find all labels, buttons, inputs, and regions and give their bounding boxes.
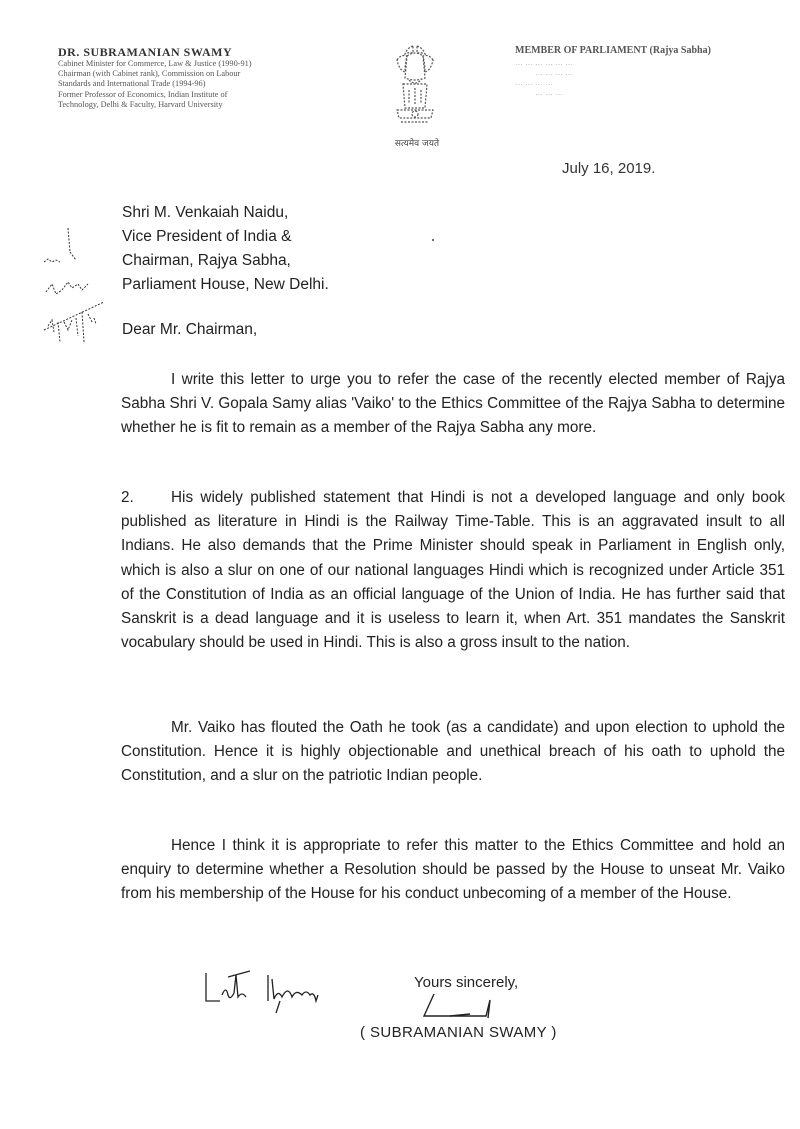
closing: Yours sincerely,	[414, 974, 519, 991]
paragraph-number: 2.	[121, 489, 134, 506]
paragraph-2-text: His widely published statement that Hindi is not a developed language and only book published as literature in Hindi is the Railway Time-Table. This is an aggravated insult to all Indians. He also demands that the Prime Minister should speak in Parliament in English only, which is also a slur on one of our national languages Hindi which is recognized under Article 351 of the Constitution of India as an official language of the Union of India. He has further said that Sanskrit is a dead language and it is useless to learn it, when Art. 351 mandates the Sanskrit vocabulary should be used in Hindi. This is also a gross insult to the nation.	[121, 489, 785, 652]
signatory-name: ( SUBRAMANIAN SWAMY )	[360, 1024, 557, 1041]
letterhead-right-faded-line: ⋯ ⋯ ⋯	[535, 90, 563, 99]
letterhead-line: Technology, Delhi & Faculty, Harvard University	[58, 99, 223, 109]
letterhead-left	[58, 45, 358, 110]
national-emblem-icon	[383, 40, 447, 150]
addressee-line: Parliament House, New Delhi.	[122, 276, 329, 293]
letterhead-right-faded-line: ⋯ ⋯ ⋯ ⋯	[515, 80, 553, 89]
emblem-caption: सत्यमेव जयते	[394, 139, 440, 149]
paragraph-4: Hence I think it is appropriate to refer this matter to the Ethics Committee and hold an enquiry to determine whether a Resolution should be passed by the House to unseat Mr. Vaiko from his membership of the House for his conduct unbecoming of a member of the House.	[121, 837, 785, 903]
letterhead-right-faded-line: ⋯ ⋯ ⋯ ⋯ ⋯ ⋯	[515, 60, 573, 69]
letterhead-line: Cabinet Minister for Commerce, Law & Justice (1990-91)	[58, 59, 252, 68]
paragraph-3: Mr. Vaiko has flouted the Oath he took (as a candidate) and upon election to uphold the Constitution. Hence it is highly objectionable and unethical breach of his oath to uphold the Constitution, and a slur on the patriotic Indian people.	[121, 719, 785, 785]
salutation: Dear Mr. Chairman,	[122, 321, 258, 338]
signature-icon	[420, 988, 500, 1022]
handwritten-note-icon	[200, 965, 350, 1015]
paragraph-1: I write this letter to urge you to refer the case of the recently elected member of Rajya Sabha Shri V. Gopala Samy alias 'Vaiko' to the Ethics Committee of the Rajya Sabha to determine whether he is fit to remain as a member of the Rajya Sabha any more.	[121, 371, 785, 437]
letterhead-right	[515, 45, 800, 100]
paragraph-2	[121, 486, 785, 655]
handwritten-margin-notes-icon	[40, 222, 120, 352]
letter-date: July 16, 2019.	[562, 160, 656, 177]
letterhead-line: Chairman (with Cabinet rank), Commission on Labour	[58, 69, 241, 79]
letterhead-right-title: MEMBER OF PARLIAMENT (Rajya Sabha)	[515, 45, 711, 56]
letterhead-line: Standards and International Trade (1994-96)	[58, 79, 206, 89]
addressee-line: Chairman, Rajya Sabha,	[122, 252, 291, 269]
addressee-block	[122, 201, 329, 297]
addressee-line: Shri M. Venkaiah Naidu,	[122, 204, 289, 221]
addressee-line: Vice President of India &	[122, 228, 292, 245]
scan-speck	[432, 239, 434, 241]
letterhead-right-faded-line: ⋯ ⋯ ⋯ ⋯	[535, 70, 573, 79]
letterhead-name: DR. SUBRAMANIAN SWAMY	[58, 45, 233, 59]
letterhead-line: Former Professor of Economics, Indian Institute of	[58, 89, 228, 99]
